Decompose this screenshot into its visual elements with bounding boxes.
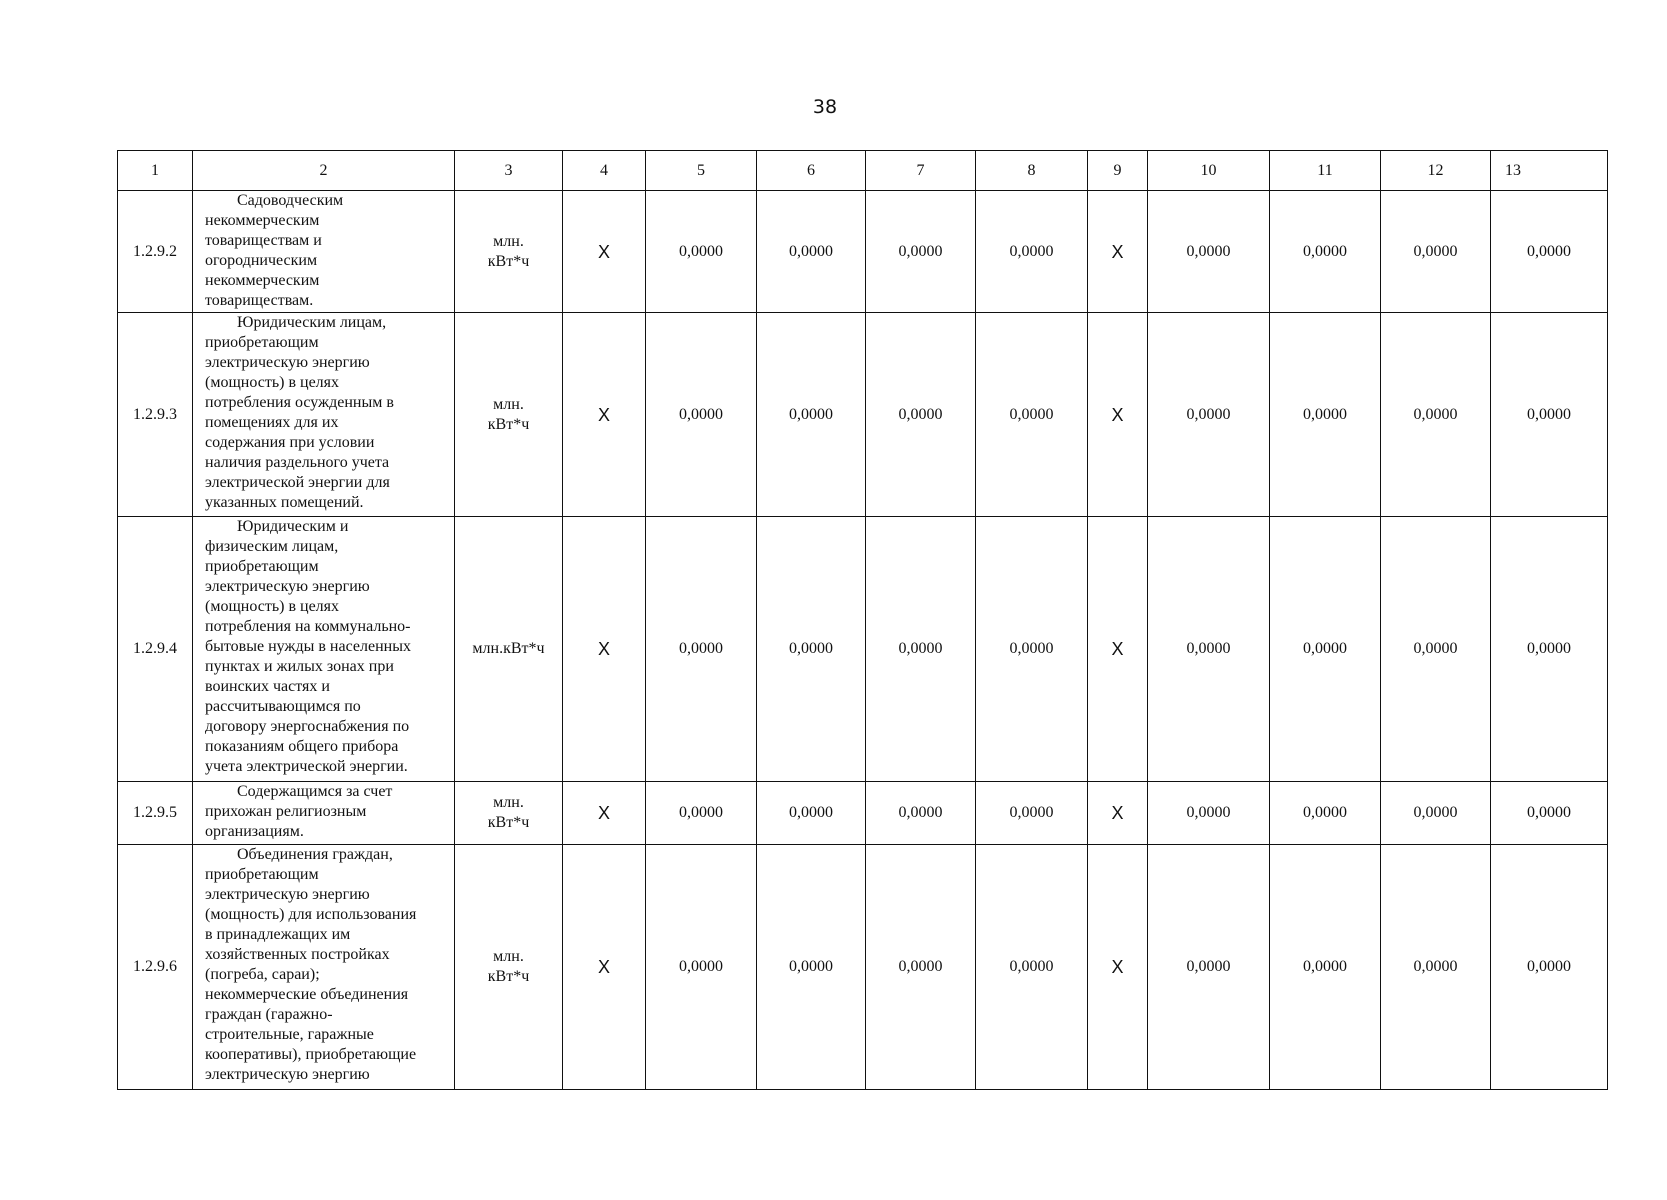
cell-col-9: X [1088,313,1148,517]
cell-col-4: X [563,313,646,517]
cell-col-12: 0,0000 [1381,313,1491,517]
column-header-5: 5 [646,151,757,191]
column-header-12: 12 [1381,151,1491,191]
column-header-1: 1 [118,151,193,191]
row-unit-cell [455,191,563,313]
table-row [118,191,1608,313]
cell-col-12: 0,0000 [1381,517,1491,782]
cell-col-5: 0,0000 [646,845,757,1090]
cell-col-6: 0,0000 [757,517,866,782]
cell-col-7: 0,0000 [866,191,976,313]
cell-col-4: X [563,517,646,782]
row-unit: млн. кВт*ч [487,395,530,433]
cell-col-10: 0,0000 [1148,782,1270,845]
cell-col-12: 0,0000 [1381,782,1491,845]
cell-col-13: 0,0000 [1491,845,1608,1090]
column-header-2: 2 [193,151,455,191]
cell-col-8: 0,0000 [976,313,1088,517]
cell-col-9: X [1088,782,1148,845]
row-unit-cell [455,845,563,1090]
cell-col-11: 0,0000 [1270,517,1381,782]
column-header-6: 6 [757,151,866,191]
cell-col-13: 0,0000 [1491,782,1608,845]
cell-col-6: 0,0000 [757,313,866,517]
cell-col-12: 0,0000 [1381,845,1491,1090]
cell-col-8: 0,0000 [976,191,1088,313]
row-code: 1.2.9.2 [118,191,193,313]
cell-col-11: 0,0000 [1270,845,1381,1090]
cell-col-10: 0,0000 [1148,191,1270,313]
row-unit-cell [455,782,563,845]
row-unit-cell [455,517,563,782]
cell-col-13: 0,0000 [1491,191,1608,313]
cell-col-8: 0,0000 [976,782,1088,845]
cell-col-4: X [563,782,646,845]
row-unit: млн. кВт*ч [487,232,530,270]
column-header-11: 11 [1270,151,1381,191]
cell-col-11: 0,0000 [1270,782,1381,845]
cell-col-13: 0,0000 [1491,313,1608,517]
row-description-cell [193,845,455,1090]
column-header-13: 13 [1491,151,1608,191]
table-row [118,782,1608,845]
cell-col-7: 0,0000 [866,313,976,517]
column-header-7: 7 [866,151,976,191]
row-unit: млн.кВт*ч [472,640,545,657]
cell-col-7: 0,0000 [866,845,976,1090]
cell-col-5: 0,0000 [646,782,757,845]
row-code: 1.2.9.5 [118,782,193,845]
cell-col-11: 0,0000 [1270,191,1381,313]
row-unit: млн. кВт*ч [487,948,530,985]
cell-col-11: 0,0000 [1270,313,1381,517]
row-description: Юридическим лицам, приобретающим электрическую энергию (мощность) в целях потребления осужденным в помещениях для их содержания при условии наличия раздельного учета электрической энергии для указанных помещений. [205,314,394,511]
cell-col-4: X [563,845,646,1090]
table-row [118,845,1608,1090]
cell-col-13: 0,0000 [1491,517,1608,782]
row-code: 1.2.9.3 [118,313,193,517]
table-row [118,517,1608,782]
cell-col-9: X [1088,517,1148,782]
table-row [118,313,1608,517]
cell-col-4: X [563,191,646,313]
row-description-cell [193,191,455,313]
row-code: 1.2.9.4 [118,517,193,782]
row-description-cell [193,313,455,517]
column-header-4: 4 [563,151,646,191]
cell-col-6: 0,0000 [757,191,866,313]
cell-col-8: 0,0000 [976,517,1088,782]
cell-col-10: 0,0000 [1148,313,1270,517]
cell-col-5: 0,0000 [646,517,757,782]
cell-col-6: 0,0000 [757,782,866,845]
column-number-row [118,151,1608,191]
cell-col-5: 0,0000 [646,313,757,517]
row-description: Содержащимся за счет прихожан религиозным организациям. [205,783,393,840]
row-description: Садоводческим некоммерческим товариществам и огородническим некоммерческим товариществам. [205,192,344,309]
tariff-table [117,150,1608,1090]
row-description-cell [193,517,455,782]
row-unit-cell [455,313,563,517]
cell-col-9: X [1088,845,1148,1090]
column-header-10: 10 [1148,151,1270,191]
cell-col-12: 0,0000 [1381,191,1491,313]
row-description-cell [193,782,455,845]
row-description: Объединения граждан, приобретающим электрическую энергию (мощность) для использования в принадлежащих им хозяйственных постройках (погреба, сараи); некоммерческие объединения граждан (гаражно- строительные, гаражные кооперативы), приобретающие электрическую энергию [205,846,417,1083]
cell-col-5: 0,0000 [646,191,757,313]
cell-col-10: 0,0000 [1148,517,1270,782]
cell-col-8: 0,0000 [976,845,1088,1090]
cell-col-6: 0,0000 [757,845,866,1090]
cell-col-9: X [1088,191,1148,313]
page-number: 38 [812,96,838,118]
column-header-3: 3 [455,151,563,191]
row-description: Юридическим и физическим лицам, приобретающим электрическую энергию (мощность) в целях потребления на коммунально- бытовые нужды в населенных пунктах и жилых зонах при воинских частях и рассчитывающимся по договору энергоснабжения по показаниям общего прибора учета электрической энергии. [205,518,411,775]
column-header-9: 9 [1088,151,1148,191]
cell-col-10: 0,0000 [1148,845,1270,1090]
cell-col-7: 0,0000 [866,782,976,845]
row-code: 1.2.9.6 [118,845,193,1090]
row-unit: млн. кВт*ч [487,794,530,831]
column-header-8: 8 [976,151,1088,191]
cell-col-7: 0,0000 [866,517,976,782]
